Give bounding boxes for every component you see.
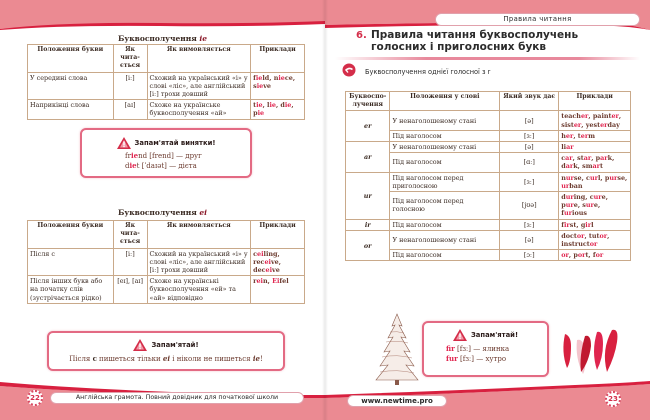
- sound-cell: [eɪ], [aɪ]: [113, 276, 147, 304]
- example-word: curl: [586, 173, 601, 182]
- page-number-23: 23: [605, 391, 621, 407]
- sound-cell: [ɔː]: [500, 250, 559, 261]
- examples-cell: teacher, painter, sister, yesterday: [559, 111, 631, 130]
- right-page: [325, 0, 650, 420]
- table-vowel-r: [345, 91, 631, 261]
- example-word: term: [577, 131, 595, 140]
- examples-cell: tie, lie, die, pie: [251, 100, 305, 119]
- example-word: liar: [561, 143, 574, 152]
- highlighted-letters: ar: [583, 154, 592, 163]
- example-word: receive: [253, 257, 279, 266]
- highlighted-letters: ur: [593, 193, 602, 202]
- position-cell: Після c: [28, 248, 114, 276]
- position-cell: Під наголосом перед голосною: [390, 192, 500, 220]
- left-header-band: [0, 0, 325, 30]
- example-word: ceiling: [253, 249, 278, 258]
- example-word: teacher: [561, 112, 589, 121]
- examples-cell: ceiling, receive, deceive: [251, 248, 305, 276]
- table-row: [346, 172, 631, 191]
- column-header: Приклади: [251, 45, 305, 73]
- highlighted-letters: ur: [589, 173, 598, 182]
- example-word: painter: [592, 112, 619, 121]
- table-row: [346, 219, 631, 230]
- highlighted-letters: ei: [256, 277, 263, 286]
- chapter-number: 6.: [356, 30, 367, 41]
- examples-cell: nurse, curl, purse, urban: [559, 172, 631, 191]
- sound-cell: [iː]: [113, 72, 147, 100]
- highlighted-letters: or: [561, 251, 569, 260]
- example-word: port: [573, 251, 589, 260]
- fur-brush-illustration: [557, 322, 627, 377]
- column-header: Як вимовляється: [147, 221, 251, 249]
- position-cell: Під наголосом: [390, 153, 500, 172]
- example-word: yesterday: [585, 120, 620, 129]
- example-word: cure: [589, 193, 606, 202]
- column-header: Положення букви: [28, 45, 114, 73]
- section-ie-title: Буквосполучення ie: [117, 34, 207, 43]
- example-word: pie: [253, 109, 265, 118]
- example-word: furious: [561, 209, 587, 218]
- combo-cell: ar: [346, 142, 390, 173]
- examples-cell: during, cure, pure, sure, furious: [559, 192, 631, 220]
- highlighted-letters: ar: [565, 162, 574, 171]
- remember-line: fur [fɜː] — хутро: [446, 354, 507, 363]
- example-word: tie: [253, 101, 263, 110]
- example-word: rein: [253, 277, 268, 286]
- highlighted-letters: er: [580, 112, 589, 121]
- combo-cell: ir: [346, 219, 390, 230]
- example-word: dark: [561, 162, 578, 171]
- highlighted-letters: or: [599, 231, 608, 240]
- sound-cell: [ɜː]: [500, 219, 559, 230]
- column-header: Положення у слові: [390, 92, 500, 111]
- note-exceptions: [80, 128, 252, 178]
- position-cell: Під наголосом: [390, 130, 500, 141]
- note-rule: [47, 331, 285, 371]
- example-word: first: [561, 220, 577, 229]
- exception-line: diet [ˈdaɪət] — дієта: [125, 161, 197, 170]
- note-remember-title: Запам'ятай!: [470, 331, 519, 339]
- column-header: Приклади: [559, 92, 631, 111]
- highlighted-letters: ei: [162, 354, 171, 363]
- page-number-22: 22: [27, 390, 43, 406]
- example-word: Eifel: [272, 277, 289, 286]
- combo-cell: or: [346, 230, 390, 261]
- table-row: [346, 230, 631, 249]
- highlighted-letters: ei: [257, 249, 264, 258]
- note-exceptions-title: Запам'ятай винятки!: [134, 139, 216, 147]
- fir-tree-illustration: [372, 312, 422, 387]
- combo-cell: er: [346, 111, 390, 142]
- section-ei-title: Буквосполучення ei: [117, 208, 207, 217]
- note-rule-header: [49, 339, 283, 351]
- position-cell: Під наголосом: [390, 219, 500, 230]
- column-header: Який звук дає: [500, 92, 559, 111]
- table-row: [28, 248, 305, 276]
- note-rule-title: Запам'ятай!: [151, 341, 199, 349]
- table-row: [28, 100, 305, 119]
- example-word: park: [595, 154, 613, 163]
- examples-cell: car, star, park, dark, smart: [559, 153, 631, 172]
- highlighted-letters: ur: [564, 209, 573, 218]
- note-remember: [422, 321, 549, 377]
- highlighted-letters: er: [611, 112, 619, 121]
- sound-cell: [ə]: [500, 142, 559, 153]
- header-tab-reading-rules: Правила читання: [435, 13, 640, 26]
- position-cell: Під наголосом перед приголосною: [390, 172, 500, 191]
- warning-icon: [453, 329, 467, 341]
- highlighted-letters: c: [92, 354, 97, 363]
- example-word: nurse: [561, 173, 582, 182]
- warning-icon: [133, 339, 147, 351]
- sound-cell: [ə]: [500, 111, 559, 130]
- example-word: during: [561, 193, 586, 202]
- highlighted-letters: Ei: [272, 277, 280, 286]
- example-word: her: [561, 131, 574, 140]
- sound-cell: [ɜː]: [500, 130, 559, 141]
- highlighted-letters: ir: [564, 220, 570, 229]
- highlighted-letters: ir: [585, 220, 592, 229]
- highlighted-letters: or: [595, 251, 604, 260]
- highlighted-letters: ur: [561, 181, 570, 190]
- table-row: [346, 142, 631, 153]
- example-word: girl: [580, 220, 594, 229]
- remember-line: fir [fɜː] — ялинка: [446, 344, 510, 353]
- highlighted-letters: ei: [265, 266, 273, 275]
- highlighted-letters: er: [580, 131, 589, 140]
- exception-line: friend [frend] — друг: [125, 151, 202, 160]
- book-title-footer: Англійська грамота. Повний довідник для початкової школи: [50, 392, 304, 404]
- warning-icon: [117, 137, 131, 149]
- example-word: instructor: [561, 240, 598, 249]
- example-word: purse: [604, 173, 626, 182]
- sound-cell: [iː]: [113, 248, 147, 276]
- table-ie: [27, 44, 305, 120]
- examples-cell: rein, Eifel: [251, 276, 305, 304]
- sound-cell: [ɜː]: [500, 172, 559, 191]
- pronunciation-cell: Схожий на український «і» у слові «ліс», але англійський [iː] трохи довший: [147, 248, 251, 276]
- example-word: [561, 251, 569, 259]
- position-cell: У ненаголошеному стані: [390, 142, 500, 153]
- table-row: [28, 72, 305, 100]
- example-word: tutor: [588, 231, 608, 240]
- examples-cell: her, term: [559, 130, 631, 141]
- pronunciation-cell: Схожий на український «і» у слові «ліс», але англійський [iː] трохи довший: [147, 72, 251, 100]
- note-rule-text: Після c пишеться тільки ei і ніколи не пишеться ie!: [69, 354, 263, 363]
- website-url[interactable]: www.newtime.pro: [347, 395, 447, 407]
- highlighted-letters: or: [576, 231, 585, 240]
- highlighted-letters: or: [577, 251, 586, 260]
- example-word: pure: [561, 201, 578, 210]
- highlighted-letters: ur: [609, 173, 618, 182]
- pronunciation-cell: Схоже на українське буквосполучення «ай»: [147, 100, 251, 119]
- chapter-title: Правила читання буквосполучень голосних і приголосних букв: [371, 29, 579, 53]
- highlighted-letters: ie: [129, 161, 137, 170]
- highlighted-letters: ie: [252, 354, 260, 363]
- sound-cell: [aɪ]: [113, 100, 147, 119]
- example-word: deceive: [253, 266, 280, 275]
- position-cell: У середині слова: [28, 72, 114, 100]
- examples-cell: field, niece, sieve: [251, 72, 305, 100]
- column-header: Як вимовляється: [147, 45, 251, 73]
- highlighted-letters: ie: [269, 101, 276, 110]
- examples-cell: doctor, tutor, instructor: [559, 230, 631, 249]
- table-ei: [27, 220, 305, 304]
- combo-cell: ur: [346, 172, 390, 219]
- column-header: Буквоспо-лучення: [346, 92, 390, 111]
- position-cell: Наприкінці слова: [28, 100, 114, 119]
- example-word: die: [280, 101, 292, 110]
- section-bullet-icon: [342, 63, 356, 77]
- sound-cell: [ɑː]: [500, 153, 559, 172]
- example-word: for: [592, 251, 604, 260]
- highlighted-letters: er: [573, 120, 582, 129]
- book-gutter: [322, 0, 328, 420]
- example-word: field: [253, 73, 270, 82]
- position-cell: Під наголосом: [390, 250, 500, 261]
- highlighted-letters: ei: [264, 257, 271, 266]
- sound-cell: [jʊə]: [500, 192, 559, 220]
- position-cell: Після інших букв або на початку слів (зустрічається рідко): [28, 276, 114, 304]
- highlighted-letters: ie: [278, 73, 285, 82]
- example-word: doctor: [561, 231, 585, 240]
- column-header: Положення букви: [28, 221, 114, 249]
- note-exceptions-header: [82, 137, 250, 149]
- example-word: lie: [267, 101, 276, 110]
- column-header: Приклади: [251, 221, 305, 249]
- column-header: Як чита-ється: [113, 45, 147, 73]
- subsection-title: Буквосполучення однієї голосної з r: [365, 68, 491, 76]
- example-word: sister: [561, 120, 582, 129]
- example-word: smart: [582, 162, 603, 171]
- highlighted-letters: ar: [600, 154, 608, 163]
- highlighted-letters: or: [589, 240, 598, 249]
- highlighted-word: fur: [446, 354, 458, 363]
- sound-cell: [ə]: [500, 230, 559, 249]
- highlighted-letters: ur: [565, 201, 574, 210]
- pronunciation-cell: Схоже на українські буквосполучення «ей» та «ай» відповідно: [147, 276, 251, 304]
- examples-cell: [559, 142, 631, 153]
- highlighted-letters: ur: [565, 193, 574, 202]
- examples-cell: or, port, for: [559, 250, 631, 261]
- highlighted-letters: er: [565, 131, 574, 140]
- highlighted-letters: ur: [565, 173, 574, 182]
- highlighted-letters: ie: [257, 109, 265, 118]
- example-word: niece: [273, 73, 293, 82]
- chapter-divider: [335, 57, 640, 60]
- highlighted-letters: ie: [284, 101, 292, 110]
- note-remember-header: [424, 329, 547, 341]
- highlighted-letters: ie: [255, 73, 263, 82]
- highlighted-letters: er: [600, 120, 608, 129]
- examples-cell: first, girl: [559, 219, 631, 230]
- example-word: star: [577, 154, 592, 163]
- highlighted-letters: ie: [130, 151, 139, 160]
- table-row: [28, 276, 305, 304]
- example-word: urban: [561, 181, 583, 190]
- highlighted-letters: ie: [256, 81, 264, 90]
- highlighted-word: fir: [446, 344, 455, 353]
- highlighted-letters: ar: [565, 154, 573, 163]
- highlighted-letters: ur: [585, 201, 594, 210]
- position-cell: У ненаголошеному стані: [390, 111, 500, 130]
- example-word: sieve: [253, 81, 271, 90]
- position-cell: У ненаголошеному стані: [390, 230, 500, 249]
- highlighted-letters: ie: [256, 101, 263, 110]
- column-header: Як чита-ється: [113, 221, 147, 249]
- highlighted-letters: ar: [592, 162, 601, 171]
- highlighted-letters: ar: [566, 143, 574, 152]
- example-word: sure: [582, 201, 598, 210]
- example-word: car: [561, 154, 573, 163]
- table-row: [346, 111, 631, 130]
